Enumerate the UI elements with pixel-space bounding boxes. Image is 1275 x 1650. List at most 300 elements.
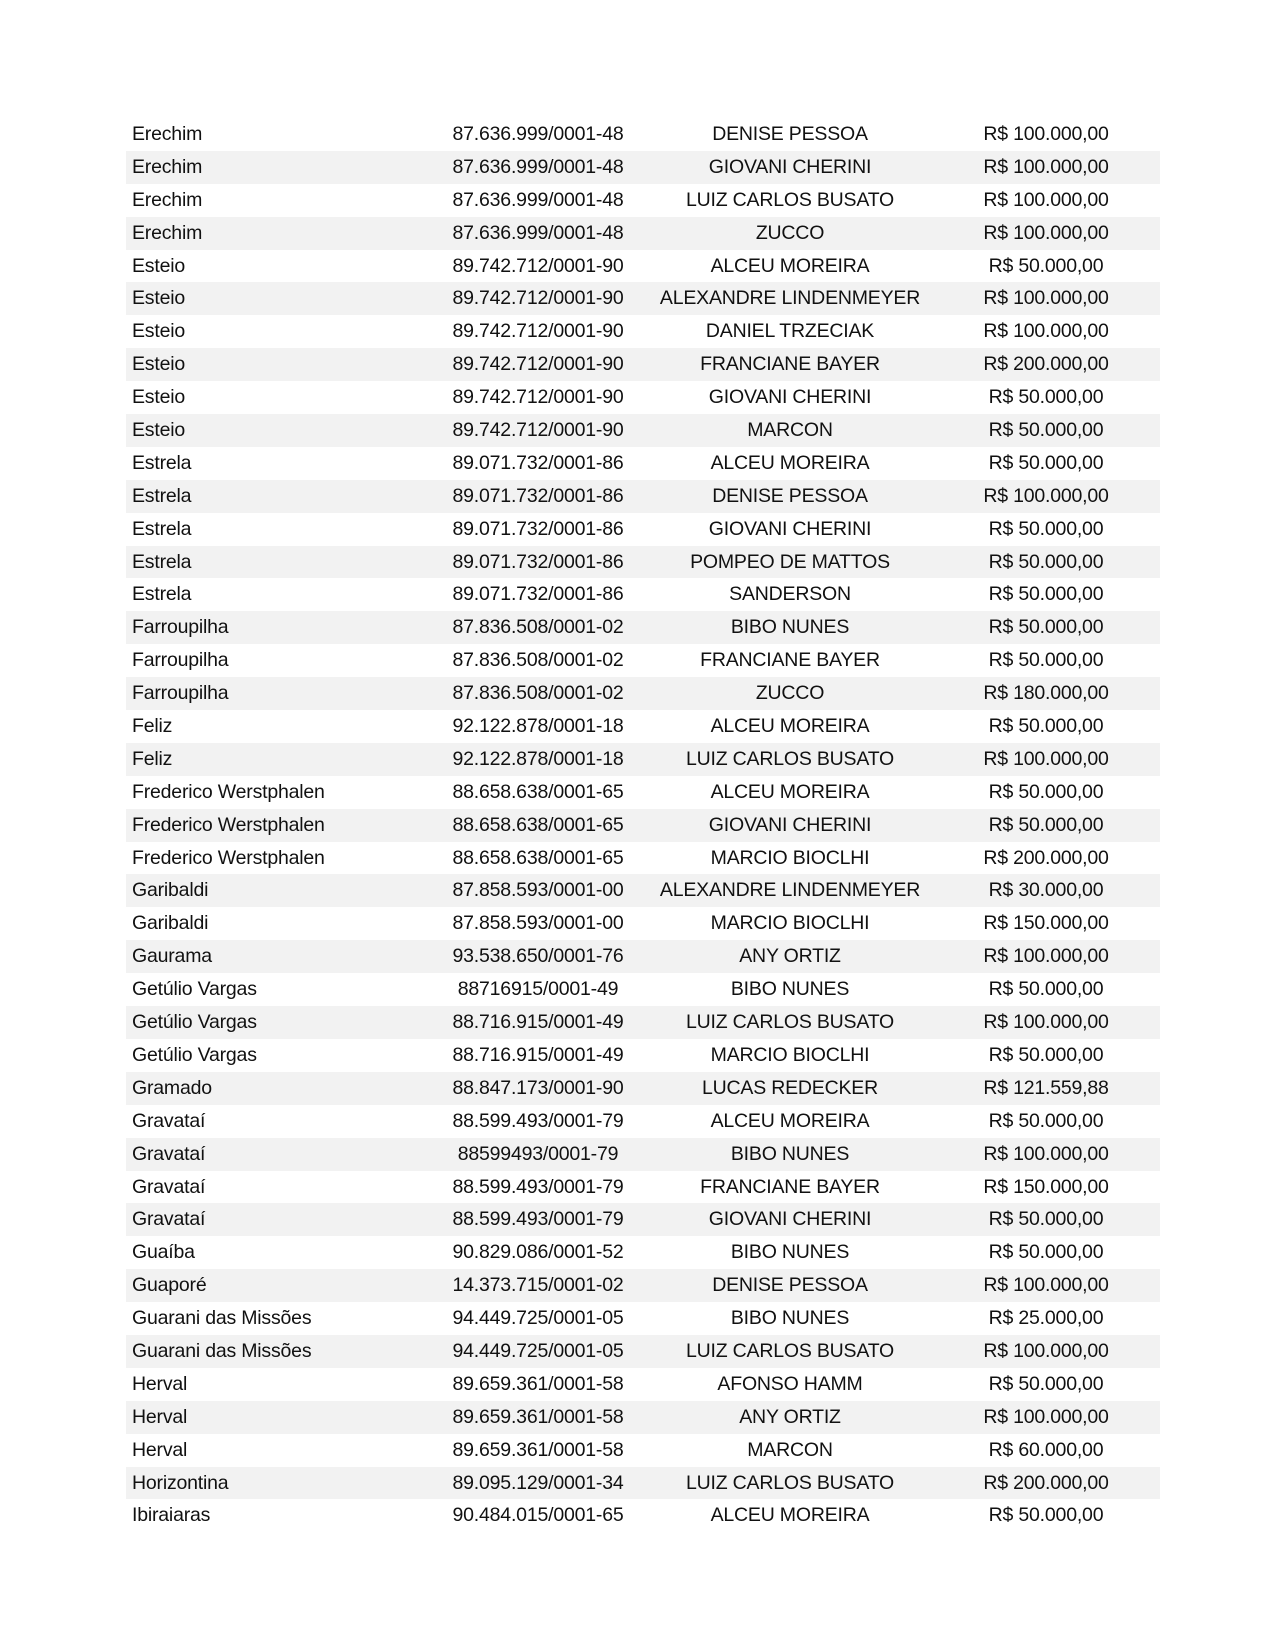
name-cell (712, 1269, 946, 1302)
cnpj-text: 88.599.493/0001-79 (452, 1175, 624, 1198)
city-cell: Gravataí (132, 1175, 206, 1198)
name-text: AFONSO HAMM (717, 1372, 863, 1395)
amount-cell (983, 480, 1171, 513)
cnpj-text: 87.636.999/0001-48 (452, 188, 624, 211)
amount-text: R$ 50.000,00 (988, 978, 1104, 1001)
cnpj-text: 89.742.712/0001-90 (452, 320, 624, 343)
name-text: SANDERSON (729, 583, 851, 606)
amount-text: R$ 50.000,00 (988, 583, 1104, 606)
amount-cell (988, 1105, 1161, 1138)
name-cell (755, 217, 858, 250)
cnpj-text: 90.829.086/0001-52 (452, 1241, 624, 1264)
cnpj-text: 89.095.129/0001-34 (452, 1471, 624, 1494)
table-row (126, 874, 1160, 907)
name-text: MARCIO BIOCLHI (710, 912, 870, 935)
cnpj-text: 89.742.712/0001-90 (452, 419, 624, 442)
table-row (126, 1072, 1160, 1105)
name-text: ALCEU MOREIRA (710, 1504, 870, 1527)
city-cell: Esteio (132, 254, 185, 277)
amendments-table (126, 118, 1160, 1532)
name-cell (710, 1039, 949, 1072)
amount-text: R$ 30.000,00 (988, 879, 1104, 902)
amount-cell (983, 1269, 1171, 1302)
name-text: ALCEU MOREIRA (710, 1109, 870, 1132)
name-text: LUIZ CARLOS BUSATO (685, 747, 895, 770)
amount-cell (988, 546, 1161, 579)
cnpj-text: 92.122.878/0001-18 (452, 747, 624, 770)
name-cell (755, 677, 858, 710)
name-text: LUIZ CARLOS BUSATO (685, 1339, 895, 1362)
cnpj-text: 88.658.638/0001-65 (452, 780, 624, 803)
table-row (126, 1236, 1160, 1269)
amount-text: R$ 50.000,00 (988, 616, 1104, 639)
amount-text: R$ 50.000,00 (988, 1241, 1104, 1264)
amount-text: R$ 200.000,00 (983, 846, 1109, 869)
name-cell (710, 447, 949, 480)
name-cell (705, 315, 958, 348)
name-text: GIOVANI CHERINI (708, 155, 872, 178)
city-cell: Gravataí (132, 1142, 206, 1165)
table-row (126, 1039, 1160, 1072)
city-cell: Herval (132, 1372, 188, 1395)
cnpj-text: 87.836.508/0001-02 (452, 649, 624, 672)
name-cell (730, 611, 908, 644)
amount-cell (983, 1138, 1171, 1171)
amount-cell (988, 1368, 1161, 1401)
name-cell (710, 907, 949, 940)
city-cell: Frederico Werstphalen (132, 813, 325, 836)
table-row (126, 776, 1160, 809)
amount-text: R$ 100.000,00 (983, 1142, 1109, 1165)
amount-cell (983, 1171, 1171, 1204)
amount-cell (988, 1236, 1161, 1269)
table-row (126, 907, 1160, 940)
amount-cell (988, 710, 1161, 743)
amount-cell (983, 1467, 1171, 1500)
city-cell: Gaurama (132, 945, 212, 968)
amount-cell (983, 348, 1171, 381)
amount-cell (988, 447, 1161, 480)
amount-cell (983, 184, 1171, 217)
amount-cell (988, 644, 1161, 677)
amount-text: R$ 100.000,00 (983, 945, 1109, 968)
table-row (126, 348, 1160, 381)
cnpj-text: 93.538.650/0001-76 (452, 945, 624, 968)
amount-cell (988, 611, 1161, 644)
amount-text: R$ 100.000,00 (983, 1011, 1109, 1034)
city-cell: Estrela (132, 484, 192, 507)
amount-cell (983, 217, 1171, 250)
city-cell: Estrela (132, 517, 192, 540)
amount-text: R$ 50.000,00 (988, 715, 1104, 738)
city-cell: Esteio (132, 386, 185, 409)
name-cell (702, 1072, 966, 1105)
cnpj-text: 88.599.493/0001-79 (452, 1208, 624, 1231)
cnpj-text: 89.659.361/0001-58 (452, 1405, 624, 1428)
amount-text: R$ 25.000,00 (988, 1307, 1104, 1330)
table-row (126, 677, 1160, 710)
table-row (126, 1335, 1160, 1368)
table-row (126, 282, 1160, 315)
table-row (126, 414, 1160, 447)
cnpj-text: 89.071.732/0001-86 (452, 451, 624, 474)
name-text: MARCON (747, 419, 833, 442)
city-cell: Getúlio Vargas (132, 978, 257, 1001)
table-row (126, 118, 1160, 151)
cnpj-text: 87.636.999/0001-48 (452, 123, 624, 145)
name-text: ALCEU MOREIRA (710, 254, 870, 277)
name-cell (685, 1467, 998, 1500)
name-text: POMPEO DE MATTOS (690, 550, 890, 573)
city-cell: Esteio (132, 419, 185, 442)
table-row (126, 1269, 1160, 1302)
city-cell: Guaíba (132, 1241, 195, 1264)
name-cell (730, 1138, 908, 1171)
city-cell: Erechim (132, 155, 203, 178)
name-cell (717, 1368, 935, 1401)
name-cell (685, 1006, 998, 1039)
amount-text: R$ 50.000,00 (988, 419, 1104, 442)
table-row (126, 1302, 1160, 1335)
city-cell: Horizontina (132, 1471, 229, 1494)
amount-cell (983, 940, 1171, 973)
cnpj-text: 89.659.361/0001-58 (452, 1372, 624, 1395)
city-cell: Gravataí (132, 1109, 206, 1132)
cnpj-text: 89.071.732/0001-86 (452, 583, 624, 606)
cnpj-text: 87.636.999/0001-48 (452, 221, 624, 244)
name-cell (710, 776, 949, 809)
name-cell (730, 1302, 908, 1335)
amount-cell (983, 907, 1171, 940)
city-cell: Gramado (132, 1076, 212, 1099)
amount-text: R$ 50.000,00 (988, 1043, 1104, 1066)
amount-text: R$ 100.000,00 (983, 188, 1109, 211)
name-text: LUIZ CARLOS BUSATO (685, 1011, 895, 1034)
name-cell (685, 1335, 998, 1368)
cnpj-text: 89.659.361/0001-58 (452, 1438, 624, 1461)
name-cell (708, 809, 952, 842)
table-row (126, 184, 1160, 217)
amount-text: R$ 50.000,00 (988, 1372, 1104, 1395)
amount-text: R$ 50.000,00 (988, 451, 1104, 474)
amount-cell (983, 842, 1171, 875)
table-row (126, 644, 1160, 677)
name-cell (710, 1499, 949, 1532)
amount-cell (988, 1499, 1161, 1532)
city-cell: Estrela (132, 550, 192, 573)
amount-cell (983, 315, 1171, 348)
cnpj-text: 92.122.878/0001-18 (452, 715, 624, 738)
name-text: ALEXANDRE LINDENMEYER (659, 287, 921, 310)
table-row (126, 250, 1160, 283)
cnpj-text: 94.449.725/0001-05 (452, 1339, 624, 1362)
name-text: BIBO NUNES (730, 616, 850, 639)
name-cell (712, 118, 946, 151)
cnpj-text: 89.071.732/0001-86 (452, 550, 624, 573)
cnpj-text: 87.836.508/0001-02 (452, 682, 624, 705)
table-row (126, 1499, 1160, 1532)
table-row (126, 1006, 1160, 1039)
name-cell (708, 513, 952, 546)
city-cell: Farroupilha (132, 616, 229, 639)
amount-text: R$ 150.000,00 (983, 1175, 1109, 1198)
amount-text: R$ 50.000,00 (988, 1504, 1104, 1527)
name-cell (739, 1401, 892, 1434)
city-cell: Frederico Werstphalen (132, 846, 325, 869)
name-text: ALCEU MOREIRA (710, 780, 870, 803)
name-text: LUCAS REDECKER (702, 1076, 878, 1099)
table-row (126, 381, 1160, 414)
city-cell: Getúlio Vargas (132, 1011, 257, 1034)
table-row (126, 1401, 1160, 1434)
amount-cell (983, 743, 1171, 776)
name-text: GIOVANI CHERINI (708, 386, 872, 409)
amount-text: R$ 180.000,00 (983, 682, 1109, 705)
cnpj-text: 88.658.638/0001-65 (452, 846, 624, 869)
city-cell: Esteio (132, 287, 185, 310)
cnpj-text: 88.847.173/0001-90 (452, 1076, 624, 1099)
name-text: ALEXANDRE LINDENMEYER (659, 879, 921, 902)
name-text: DANIEL TRZECIAK (705, 320, 875, 343)
city-cell: Feliz (132, 747, 173, 770)
name-text: BIBO NUNES (730, 978, 850, 1001)
cnpj-text: 87.858.593/0001-00 (452, 879, 624, 902)
amount-cell (988, 250, 1161, 283)
name-cell (712, 480, 946, 513)
city-cell: Farroupilha (132, 682, 229, 705)
name-text: DENISE PESSOA (712, 123, 868, 145)
cnpj-text: 94.449.725/0001-05 (452, 1307, 624, 1330)
city-cell: Estrela (132, 583, 192, 606)
name-text: GIOVANI CHERINI (708, 517, 872, 540)
name-text: ZUCCO (755, 221, 825, 244)
name-cell (729, 578, 912, 611)
amount-text: R$ 60.000,00 (988, 1438, 1104, 1461)
amount-text: R$ 200.000,00 (983, 1471, 1109, 1494)
table-row (126, 1203, 1160, 1236)
table-row (126, 710, 1160, 743)
amount-cell (988, 973, 1161, 1006)
city-cell: Herval (132, 1405, 188, 1428)
amount-text: R$ 100.000,00 (983, 320, 1109, 343)
city-cell: Garibaldi (132, 912, 209, 935)
amount-text: R$ 121.559,88 (983, 1076, 1109, 1099)
name-text: FRANCIANE BAYER (700, 1175, 880, 1198)
name-text: ALCEU MOREIRA (710, 715, 870, 738)
amount-cell (988, 1302, 1161, 1335)
table-row (126, 809, 1160, 842)
name-cell (710, 250, 949, 283)
cnpj-text: 87.858.593/0001-00 (452, 912, 624, 935)
cnpj-text: 89.742.712/0001-90 (452, 254, 624, 277)
table-row (126, 447, 1160, 480)
name-text: ANY ORTIZ (739, 1405, 841, 1428)
amount-cell (983, 282, 1171, 315)
cnpj-text: 87.636.999/0001-48 (452, 155, 624, 178)
amount-cell (988, 1039, 1161, 1072)
name-text: ZUCCO (755, 682, 825, 705)
name-text: BIBO NUNES (730, 1307, 850, 1330)
name-text: BIBO NUNES (730, 1241, 850, 1264)
amount-cell (983, 1335, 1171, 1368)
cnpj-text: 89.071.732/0001-86 (452, 517, 624, 540)
amount-text: R$ 100.000,00 (983, 484, 1109, 507)
amount-text: R$ 50.000,00 (988, 550, 1104, 573)
amount-cell (983, 677, 1171, 710)
name-cell (747, 1434, 875, 1467)
amount-text: R$ 100.000,00 (983, 155, 1109, 178)
name-text: FRANCIANE BAYER (700, 353, 880, 376)
name-cell (708, 1203, 952, 1236)
name-cell (710, 1105, 949, 1138)
table-row (126, 1171, 1160, 1204)
city-cell: Guaporé (132, 1274, 207, 1297)
name-cell (739, 940, 892, 973)
table-row (126, 1434, 1160, 1467)
amount-cell (983, 151, 1171, 184)
city-cell: Garibaldi (132, 879, 209, 902)
name-text: MARCON (747, 1438, 833, 1461)
cnpj-text: 88.716.915/0001-49 (452, 1011, 624, 1034)
amount-text: R$ 100.000,00 (983, 221, 1109, 244)
cnpj-text: 89.742.712/0001-90 (452, 287, 624, 310)
city-cell: Guarani das Missões (132, 1339, 312, 1362)
name-text: ALCEU MOREIRA (710, 451, 870, 474)
name-cell (700, 1171, 970, 1204)
table-row (126, 1138, 1160, 1171)
city-cell: Esteio (132, 320, 185, 343)
name-text: GIOVANI CHERINI (708, 1208, 872, 1231)
name-cell (710, 710, 949, 743)
amount-text: R$ 50.000,00 (988, 780, 1104, 803)
amount-text: R$ 100.000,00 (983, 1339, 1109, 1362)
name-cell (747, 414, 875, 447)
name-cell (700, 348, 970, 381)
amount-text: R$ 50.000,00 (988, 386, 1104, 409)
amount-text: R$ 50.000,00 (988, 517, 1104, 540)
name-text: MARCIO BIOCLHI (710, 846, 870, 869)
amount-text: R$ 200.000,00 (983, 353, 1109, 376)
city-cell: Esteio (132, 353, 185, 376)
table-row (126, 842, 1160, 875)
amount-cell (988, 1434, 1161, 1467)
amount-cell (988, 809, 1161, 842)
amount-cell (988, 381, 1161, 414)
amount-text: R$ 100.000,00 (983, 1274, 1109, 1297)
amount-cell (988, 776, 1161, 809)
name-cell (685, 743, 998, 776)
amount-cell (988, 513, 1161, 546)
name-text: DENISE PESSOA (712, 484, 868, 507)
name-text: MARCIO BIOCLHI (710, 1043, 870, 1066)
table-row (126, 217, 1160, 250)
amount-text: R$ 50.000,00 (988, 1208, 1104, 1231)
name-text: ANY ORTIZ (739, 945, 841, 968)
amount-text: R$ 50.000,00 (988, 254, 1104, 277)
cnpj-text: 14.373.715/0001-02 (452, 1274, 624, 1297)
name-cell (730, 1236, 908, 1269)
amount-cell (983, 1072, 1171, 1105)
city-cell: Frederico Werstphalen (132, 780, 325, 803)
name-text: LUIZ CARLOS BUSATO (685, 1471, 895, 1494)
amount-text: R$ 50.000,00 (988, 649, 1104, 672)
name-text: DENISE PESSOA (712, 1274, 868, 1297)
table-row (126, 480, 1160, 513)
table-row (126, 151, 1160, 184)
city-cell: Gravataí (132, 1208, 206, 1231)
amount-text: R$ 100.000,00 (983, 747, 1109, 770)
amount-text: R$ 150.000,00 (983, 912, 1109, 935)
table-row (126, 611, 1160, 644)
city-cell: Erechim (132, 221, 203, 244)
table-row (126, 315, 1160, 348)
amount-cell (988, 874, 1161, 907)
table-row (126, 546, 1160, 579)
cnpj-text: 88.716.915/0001-49 (452, 1043, 624, 1066)
amount-cell (983, 1401, 1171, 1434)
cnpj-text: 90.484.015/0001-65 (452, 1504, 624, 1527)
city-cell: Guarani das Missões (132, 1307, 312, 1330)
city-cell: Getúlio Vargas (132, 1043, 257, 1066)
table-row (126, 1368, 1160, 1401)
cnpj-text: 87.836.508/0001-02 (452, 616, 624, 639)
table-row (126, 1467, 1160, 1500)
amount-text: R$ 100.000,00 (983, 1405, 1109, 1428)
amount-cell (988, 414, 1161, 447)
name-text: BIBO NUNES (730, 1142, 850, 1165)
amount-cell (983, 118, 1171, 151)
city-cell: Feliz (132, 715, 173, 738)
city-cell: Erechim (132, 123, 203, 145)
amount-text: R$ 100.000,00 (983, 123, 1109, 145)
name-text: GIOVANI CHERINI (708, 813, 872, 836)
name-text: LUIZ CARLOS BUSATO (685, 188, 895, 211)
city-cell: Erechim (132, 188, 203, 211)
city-cell: Farroupilha (132, 649, 229, 672)
cnpj-text: 89.742.712/0001-90 (452, 386, 624, 409)
name-cell (685, 184, 998, 217)
table-row (126, 1105, 1160, 1138)
amount-cell (988, 578, 1161, 611)
table-row (126, 513, 1160, 546)
name-cell (730, 973, 908, 1006)
cnpj-text: 88.658.638/0001-65 (452, 813, 624, 836)
table-row (126, 743, 1160, 776)
name-text: FRANCIANE BAYER (700, 649, 880, 672)
name-cell (708, 381, 952, 414)
cnpj-text: 89.071.732/0001-86 (452, 484, 624, 507)
cnpj-text: 88599493/0001-79 (457, 1142, 619, 1165)
amount-cell (988, 1203, 1161, 1236)
amount-text: R$ 100.000,00 (983, 287, 1109, 310)
city-cell: Estrela (132, 451, 192, 474)
cnpj-text: 88716915/0001-49 (457, 978, 619, 1001)
cnpj-text: 89.742.712/0001-90 (452, 353, 624, 376)
amount-text: R$ 50.000,00 (988, 813, 1104, 836)
amount-text: R$ 50.000,00 (988, 1109, 1104, 1132)
table-row (126, 940, 1160, 973)
table-row (126, 578, 1160, 611)
table-row (126, 973, 1160, 1006)
name-cell (700, 644, 970, 677)
city-cell: Ibiraiaras (132, 1504, 211, 1527)
name-cell (710, 842, 949, 875)
name-cell (690, 546, 990, 579)
name-cell (708, 151, 952, 184)
cnpj-text: 88.599.493/0001-79 (452, 1109, 624, 1132)
city-cell: Herval (132, 1438, 188, 1461)
amount-cell (983, 1006, 1171, 1039)
